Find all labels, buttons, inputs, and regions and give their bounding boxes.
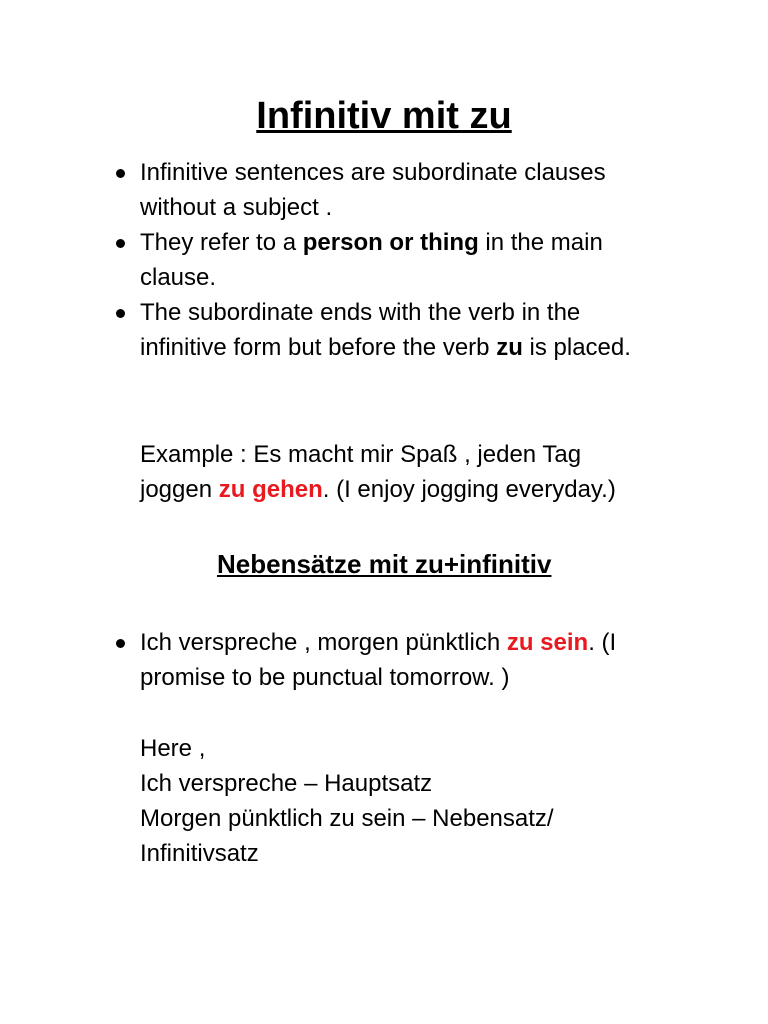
example-line-1: Example : Es macht mir Spaß , jeden Tag bbox=[140, 441, 582, 468]
bullet-highlight: zu sein bbox=[506, 629, 589, 656]
explanation-block bbox=[140, 731, 660, 871]
example-line-2 bbox=[140, 472, 660, 507]
explanation-line: Infinitivsatz bbox=[140, 840, 259, 867]
bullet-icon bbox=[116, 309, 125, 318]
bullet-icon bbox=[116, 639, 125, 648]
example-after: . (I enjoy jogging everyday.) bbox=[322, 476, 616, 503]
bullet-list bbox=[140, 155, 660, 365]
list-item bbox=[140, 295, 660, 365]
bullet-text-after: is placed. bbox=[522, 334, 631, 361]
explanation-line: Morgen pünktlich zu sein – Nebensatz/ bbox=[140, 805, 554, 832]
bullet-list-2 bbox=[140, 625, 660, 695]
bullet-bold-text: person or thing bbox=[302, 229, 479, 256]
bullet-text-before: The subordinate ends with the verb in the infinitive form but before the verb bbox=[140, 299, 581, 361]
bullet-text-after: in the main clause. bbox=[140, 229, 603, 291]
list-item bbox=[140, 625, 660, 695]
explanation-line: Here , bbox=[140, 735, 206, 762]
section-subheading: Nebensätze mit zu+infinitiv bbox=[217, 549, 552, 579]
explanation-line: Ich verspreche – Hauptsatz bbox=[140, 770, 433, 797]
example-before: joggen bbox=[140, 476, 219, 503]
bullet-icon bbox=[116, 239, 125, 248]
bullet-text-before: They refer to a bbox=[140, 229, 303, 256]
bullet-bold-text: zu bbox=[496, 334, 523, 361]
example-block bbox=[140, 437, 660, 507]
list-item bbox=[140, 225, 660, 295]
page-title: Infinitiv mit zu bbox=[256, 95, 512, 137]
bullet-icon bbox=[116, 169, 125, 178]
example-highlight: zu gehen bbox=[218, 476, 323, 503]
list-item bbox=[140, 155, 660, 225]
bullet-text-before: Ich verspreche , morgen pünktlich bbox=[140, 629, 507, 656]
bullet-text-after: . (I promise to be punctual tomorrow. ) bbox=[140, 629, 617, 691]
bullet-text: Infinitive sentences are subordinate clauses without a subject . bbox=[140, 159, 606, 221]
